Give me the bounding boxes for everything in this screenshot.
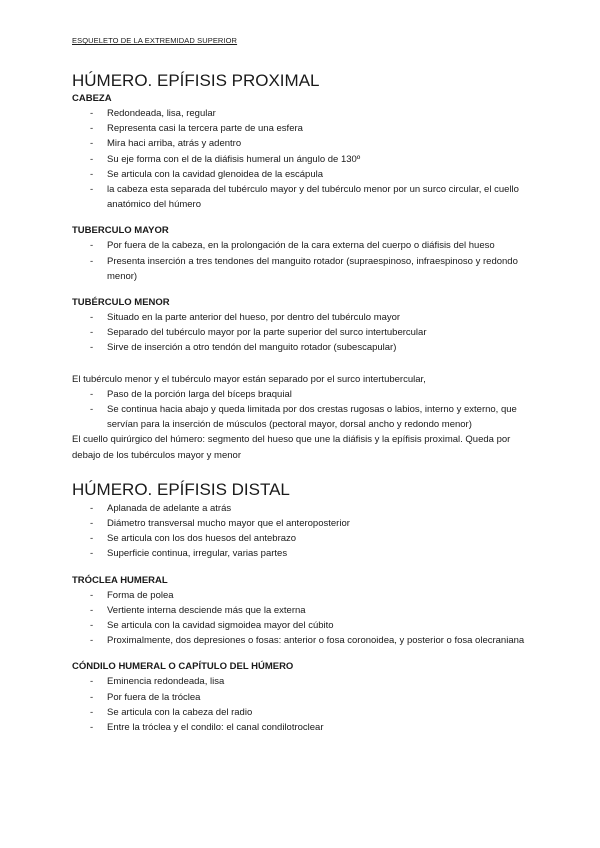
list-item: - Mira haci arriba, atrás y adentro (72, 136, 532, 151)
heading-troclea: TRÓCLEA HUMERAL (72, 574, 168, 586)
list-item: - Aplanada de adelante a atrás (72, 501, 532, 516)
list-item: - Representa casi la tercera parte de una esfera (72, 121, 532, 136)
list-item: - Sirve de inserción a otro tendón del manguito rotador (subescapular) (72, 340, 532, 355)
list-item: - Redondeada, lisa, regular (72, 106, 532, 121)
list-item: - Eminencia redondeada, lisa (72, 674, 532, 689)
list-item: - Proximalmente, dos depresiones o fosas: anterior o fosa coronoidea, y posterior o fosa olecraniana (72, 633, 532, 648)
list-distal (72, 501, 532, 562)
list-cabeza (72, 106, 532, 212)
heading-cabeza: CABEZA (72, 93, 112, 104)
list-item: - Se articula con la cabeza del radio (72, 705, 532, 720)
list-troclea (72, 588, 532, 649)
paragraph-surco-intro: El tubérculo menor y el tubérculo mayor están separado por el surco intertubercular, (72, 373, 426, 385)
list-item: - Se articula con la cavidad sigmoidea mayor del cúbito (72, 618, 532, 633)
page-header: ESQUELETO DE LA EXTREMIDAD SUPERIOR (72, 36, 238, 45)
list-tuberculo-menor (72, 310, 532, 356)
list-item: - Vertiente interna desciende más que la externa (72, 603, 532, 618)
list-item: - Se articula con la cavidad glenoidea de la escápula (72, 167, 532, 182)
list-item: - Separado del tubérculo mayor por la parte superior del surco intertubercular (72, 325, 532, 340)
list-item: - Su eje forma con el de la diáfisis humeral un ángulo de 130º (72, 152, 532, 167)
list-item: - Se continua hacia abajo y queda limitada por dos crestas rugosas o labios, interno y externo, que servían para la inserción de músculos (pectoral mayor, dorsal ancho y redondo menor) (72, 402, 532, 432)
list-item: - Por fuera de la tróclea (72, 690, 532, 705)
list-item: - Presenta inserción a tres tendones del manguito rotador (supraespinoso, infraespinoso y redondo menor) (72, 254, 532, 284)
document-body (72, 70, 532, 735)
list-item: - Superficie continua, irregular, varias partes (72, 546, 532, 561)
list-item: - la cabeza esta separada del tubérculo mayor y del tubérculo menor por un surco circular, el cuello anatómico del húmero (72, 182, 532, 212)
list-item: - Se articula con los dos huesos del antebrazo (72, 531, 532, 546)
heading-tuberculo-mayor: TUBERCULO MAYOR (72, 225, 169, 237)
list-item: - Por fuera de la cabeza, en la prolongación de la cara externa del cuerpo o diáfisis del hueso (72, 238, 532, 253)
paragraph-cuello-quirurgico: El cuello quirúrgico del húmero: segmento del hueso que une la diáfisis y la epífisis proximal. Queda por debajo de los tubérculos mayor y menor (72, 434, 511, 461)
list-item: - Situado en la parte anterior del hueso, por dentro del tubérculo mayor (72, 310, 532, 325)
list-tuberculo-mayor (72, 238, 532, 284)
list-item: - Entre la tróclea y el condilo: el canal condilotroclear (72, 720, 532, 735)
heading-condilo: CÓNDILO HUMERAL O CAPÍTULO DEL HÚMERO (72, 661, 294, 673)
list-item: - Diámetro transversal mucho mayor que el anteroposterior (72, 516, 532, 531)
section-title-distal: HÚMERO. EPÍFISIS DISTAL (72, 479, 290, 499)
list-item: - Forma de polea (72, 588, 532, 603)
list-condilo (72, 674, 532, 735)
section-title-proximal: HÚMERO. EPÍFISIS PROXIMAL (72, 71, 320, 90)
list-item: - Paso de la porción larga del bíceps braquial (72, 387, 532, 402)
heading-tuberculo-menor: TUBÉRCULO MENOR (72, 297, 170, 309)
list-surco (72, 387, 532, 433)
